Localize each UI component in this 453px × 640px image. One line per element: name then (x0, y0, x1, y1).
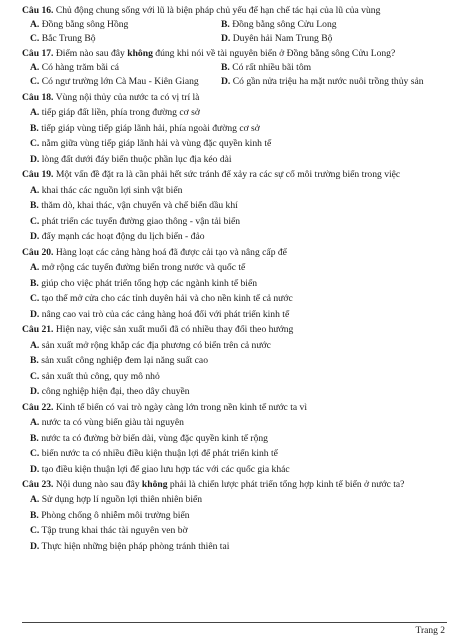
question-number: Câu 20. (22, 246, 54, 258)
answer-option (22, 446, 447, 462)
question-text: Nội dung nào sau đây (53, 479, 142, 490)
option-text: Bắc Trung Bộ (39, 33, 96, 45)
option-text: sản xuất thủ công, quy mô nhỏ (39, 370, 160, 382)
option-text: khai thác các nguồn lợi sinh vật biển (39, 184, 183, 196)
question-list (22, 4, 447, 554)
option-text: công nghiệp hiện đại, theo dây chuyền (39, 386, 190, 398)
option-text: mở rộng các tuyến đường biển trong nước và quốc tế (39, 262, 246, 274)
answer-option (22, 523, 447, 539)
option-text: nước ta có vùng biển giàu tài nguyên (39, 417, 184, 428)
option-row (22, 18, 447, 33)
answer-option (22, 121, 447, 137)
option-letter: D. (30, 308, 40, 320)
option-letter: C. (30, 370, 40, 382)
option-letter: A. (30, 262, 40, 274)
option-letter: C. (30, 525, 40, 537)
option-row (22, 32, 447, 47)
option-letter: A. (30, 61, 40, 73)
option-letter: D. (30, 231, 40, 243)
answer-option (22, 431, 447, 447)
question-number: Câu 22. (22, 401, 54, 413)
option-letter: A. (30, 494, 40, 506)
option-text: nước ta có đường bờ biển dài, vùng đặc quyền kinh tế rộng (38, 432, 268, 444)
answer-option (22, 369, 447, 385)
answer-option (22, 462, 447, 478)
question-text: Điểm nào sau đây (53, 47, 128, 59)
option-letter: B. (30, 277, 39, 289)
option-letter: A. (30, 18, 40, 30)
answer-option (22, 152, 447, 168)
question-block (22, 400, 447, 477)
answer-option (221, 32, 332, 47)
question-stem (22, 245, 447, 260)
option-text: tạo điều kiện thuận lợi để giao lưu hợp tác với các quốc gia khác (39, 463, 290, 475)
option-text: Duyên hải Nam Trung Bộ (230, 33, 333, 45)
answer-option (22, 32, 221, 47)
question-block (22, 167, 447, 244)
question-number: Câu 19. (22, 169, 54, 181)
question-stem (22, 90, 447, 105)
option-letter: C. (30, 293, 40, 305)
option-text: đẩy mạnh các hoạt động du lịch biển - đảo (39, 231, 205, 243)
option-text: lòng đất dưới đáy biển thuộc phần lục địa kéo dài (39, 153, 232, 165)
option-text: tiếp giáp đất liền, phía trong đường cơ sở (39, 107, 200, 119)
question-text: Kinh tế biển có vai trò ngày càng lớn trong nền kinh tế nước ta vì (53, 401, 307, 413)
question-block (22, 322, 447, 399)
answer-option (22, 105, 447, 121)
option-letter: A. (30, 184, 40, 196)
answer-option (221, 61, 311, 76)
answer-option (22, 276, 447, 292)
option-letter: C. (30, 33, 40, 45)
answer-option (22, 384, 447, 400)
option-text: Thực hiện những biện pháp phòng tránh thiên tai (39, 540, 230, 552)
option-text: giúp cho việc phát triển tổng hợp các ngành kinh tế biển (38, 277, 258, 289)
question-number: Câu 16. (22, 5, 54, 16)
option-text: sản xuất công nghiệp đem lại năng suất cao (38, 355, 208, 367)
option-letter: C. (30, 138, 40, 150)
option-letter: A. (30, 417, 40, 428)
option-text: tạo thế mở cửa cho các tỉnh duyên hải và cho nền kinh tế cả nước (39, 293, 293, 305)
question-keyword: không (141, 479, 168, 490)
question-number: Câu 17. (22, 47, 54, 59)
option-letter: B. (30, 509, 39, 521)
option-text: Tập trung khai thác tài nguyên ven bờ (39, 525, 188, 537)
option-text: Đồng bằng sông Hồng (39, 18, 129, 30)
answer-option (22, 539, 447, 555)
question-stem (22, 400, 447, 415)
option-text: Có rất nhiều bãi tôm (229, 61, 312, 73)
option-letter: A. (30, 339, 40, 351)
answer-option (22, 508, 447, 524)
option-letter: C. (30, 76, 40, 88)
option-text: Sử dụng hợp lí nguồn lợi thiên nhiên biển (39, 494, 203, 506)
answer-option (22, 353, 447, 369)
question-stem (22, 47, 447, 61)
question-text: Hiện nay, việc sản xuất muối đã có nhiều thay đổi theo hướng (53, 324, 294, 336)
option-letter: D. (30, 386, 40, 398)
option-text: nâng cao vai trò của các cảng hàng hoá đối với phát triển kinh tế (39, 308, 290, 320)
question-block (22, 90, 447, 167)
answer-option (22, 18, 221, 33)
question-block (22, 245, 447, 322)
option-letter: D. (30, 540, 40, 552)
option-text: nằm giữa vùng tiếp giáp lãnh hải và vùng đặc quyền kinh tế (39, 138, 272, 150)
option-text: Phòng chống ô nhiễm môi trường biển (38, 509, 190, 521)
answer-option (22, 75, 221, 90)
question-block (22, 4, 447, 47)
question-text: Vùng nội thủy của nước ta có vị trí là (53, 91, 200, 103)
question-stem (22, 4, 447, 18)
question-stem (22, 322, 447, 337)
answer-option (22, 183, 447, 199)
option-letter: A. (30, 107, 40, 119)
option-letter: C. (30, 215, 40, 227)
option-row (22, 61, 447, 76)
question-number: Câu 21. (22, 324, 54, 336)
question-stem (22, 167, 447, 182)
option-letter: B. (30, 432, 39, 444)
question-text: Hàng loạt các cảng hàng hoá đã được cải tạo và nâng cấp để (53, 246, 287, 258)
answer-option (22, 415, 447, 431)
answer-option (22, 61, 221, 76)
page-number: Trang 2 (415, 626, 445, 636)
question-keyword: không (127, 47, 153, 59)
answer-option (221, 75, 424, 90)
option-letter: C. (30, 448, 40, 459)
answer-option (22, 492, 447, 508)
option-text: Có gần nửa triệu ha mặt nước nuôi trồng thủy sản (230, 76, 424, 88)
option-letter: D. (30, 463, 40, 475)
answer-option (22, 214, 447, 230)
question-number: Câu 23. (22, 479, 54, 490)
question-text: Một vấn đề đặt ra là cần phải hết sức tránh để xảy ra các sự cố môi trường biển trong việc (53, 169, 401, 181)
option-text: Đồng bằng sông Cửu Long (229, 18, 337, 30)
option-letter: D. (221, 33, 231, 45)
answer-option (22, 338, 447, 354)
question-stem (22, 477, 447, 492)
option-letter: B. (30, 355, 39, 367)
option-letter: B. (30, 122, 39, 134)
answer-option (221, 18, 337, 33)
option-text: biển nước ta có nhiều điều kiện thuận lợi để phát triển kinh tế (39, 448, 278, 459)
answer-option (22, 198, 447, 214)
answer-option (22, 307, 447, 323)
option-row (22, 75, 447, 90)
option-letter: D. (30, 153, 40, 165)
option-text: Có ngư trường lớn Cà Mau - Kiên Giang (39, 76, 199, 88)
answer-option (22, 136, 447, 152)
option-letter: B. (221, 18, 230, 30)
answer-option (22, 260, 447, 276)
question-text-end: đúng khi nói về tài nguyên biển ở Đồng bằng sông Cửu Long? (152, 47, 396, 59)
answer-option (22, 229, 447, 245)
question-text: Chủ động chung sống với lũ là biện pháp chủ yếu để hạn chế tác hại của lũ của vùng (53, 5, 381, 16)
question-text-end: phải là chiến lược phát triển tổng hợp kinh tế biển ở nước ta? (167, 479, 405, 490)
footer-divider (22, 622, 447, 623)
question-number: Câu 18. (22, 91, 54, 103)
option-text: Có hàng trăm bãi cá (39, 61, 119, 73)
answer-option (22, 291, 447, 307)
option-letter: B. (221, 61, 230, 73)
question-block (22, 477, 447, 554)
option-letter: B. (30, 200, 39, 212)
option-letter: D. (221, 76, 231, 88)
option-text: tiếp giáp vùng tiếp giáp lãnh hải, phía ngoài đường cơ sở (38, 122, 260, 134)
option-text: thăm dò, khai thác, vận chuyển và chế biến dầu khí (38, 200, 238, 212)
question-block (22, 47, 447, 90)
option-text: sản xuất mở rộng khắp các địa phương có biển trên cả nước (39, 339, 271, 351)
option-text: phát triển các tuyến đường giao thông - vận tải biển (39, 215, 241, 227)
